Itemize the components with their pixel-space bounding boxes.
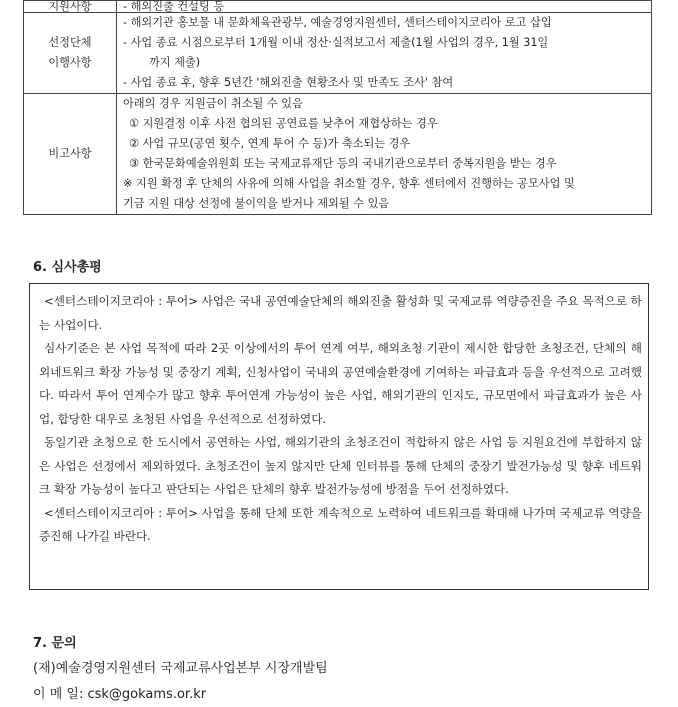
obligation-item: - 사업 종료 후, 향후 5년간 '해외진출 현황조사 및 만족도 조사' 참여 [123, 76, 454, 89]
obligation-item: 까지 제출) [149, 56, 201, 69]
row-label-support: 지원사항 [24, 1, 117, 13]
obligation-item: - 사업 종료 시점으로부터 1개월 이내 정산·실적보고서 제출(1월 사업의 경우, 1월 31일 [123, 36, 549, 49]
email-link[interactable]: csk@gokams.or.kr [87, 687, 207, 702]
row-label-remarks: 비고사항 [24, 94, 117, 215]
support-details-table [23, 0, 652, 215]
support-item: - 해외진출 컨설팅 등 [123, 0, 225, 13]
remark-item: ※ 지원 확정 후 단체의 사유에 의해 사업을 취소할 경우, 향후 센터에서 진행하는 공모사업 및 [123, 177, 575, 190]
email-label: 이 메 일 [33, 687, 79, 702]
obligations-label-line: 선정단체 [48, 36, 92, 49]
review-paragraph: <센터스테이지코리아 : 투어> 사업을 통해 단체 또한 계속적으로 노력하여 네트워크를 확대해 나가며 국제교류 역량을 증진해 나가길 바란다. [39, 505, 642, 543]
row-label-obligations [24, 13, 117, 94]
obligation-item: - 해외기관 홍보물 내 문화체육관광부, 예술경영지원센터, 센터스테이지코리아 로고 삽입 [123, 16, 552, 29]
contact-email-row [33, 683, 206, 702]
row-content-support [117, 1, 652, 13]
obligations-label-line: 이행사항 [48, 56, 92, 69]
table-row-remarks [24, 94, 652, 215]
review-summary-box [29, 283, 649, 590]
contact-organization: (재)예술경영지원센터 국제교류사업본부 시장개발팀 [33, 661, 328, 676]
row-content-remarks [117, 94, 652, 215]
remark-item: ① 지원결정 이후 사전 협의된 공연료를 낮추어 재협상하는 경우 [129, 117, 438, 130]
remark-item: 기금 지원 대상 선정에 불이익을 받거나 제외될 수 있음 [123, 197, 390, 210]
remark-item: ② 사업 규모(공연 횟수, 연계 투어 수 등)가 축소되는 경우 [129, 137, 411, 150]
table-row-support [24, 1, 652, 13]
review-paragraph: <센터스테이지코리아 : 투어> 사업은 국내 공연예술단체의 해외진출 활성화 및 국제교류 역량증진을 주요 목적으로 하는 사업이다. [39, 294, 642, 332]
remark-item: ③ 한국문화예술위원회 또는 국제교류재단 등의 국내기관으로부터 중복지원을 받는 경우 [129, 157, 557, 170]
section-6-heading: 6. 심사총평 [33, 260, 102, 275]
row-content-obligations [117, 13, 652, 94]
remark-item: 아래의 경우 지원금이 취소될 수 있음 [123, 97, 303, 110]
table-row-obligations [24, 13, 652, 94]
email-colon: : [78, 687, 88, 702]
review-paragraph: 심사기준은 본 사업 목적에 따라 2곳 이상에서의 투어 연계 여부, 해외초청 기관이 제시한 합당한 초청조건, 단체의 해외네트워크 확장 가능성 및 중장기 계획, 신청사업이 국내외 공연예술환경에 기여하는 파급효과 등을 우선적으로 고려했다. 따라서 투어 연계수가 많고 향후 투어연계 가능성이 높은 사업, 해외기관의 인지도, 규모면에서 파급효과가 높은 사업, 합당한 대우로 초청된 사업을 우선적으로 선정하였다. [39, 341, 642, 426]
section-7-heading: 7. 문의 [33, 636, 77, 651]
review-paragraph: 동일기관 초청으로 한 도시에서 공연하는 사업, 해외기관의 초청조건이 적합하지 않은 사업 등 지원요건에 부합하지 않은 사업은 선정에서 제외하였다. 초청조건이 높지 않지만 단체 인터뷰를 통해 단체의 중장기 발전가능성 및 향후 네트워크 확장 가능성이 높다고 판단되는 사업은 단체의 향후 발전가능성에 방점을 두어 선정하였다. [39, 435, 642, 496]
